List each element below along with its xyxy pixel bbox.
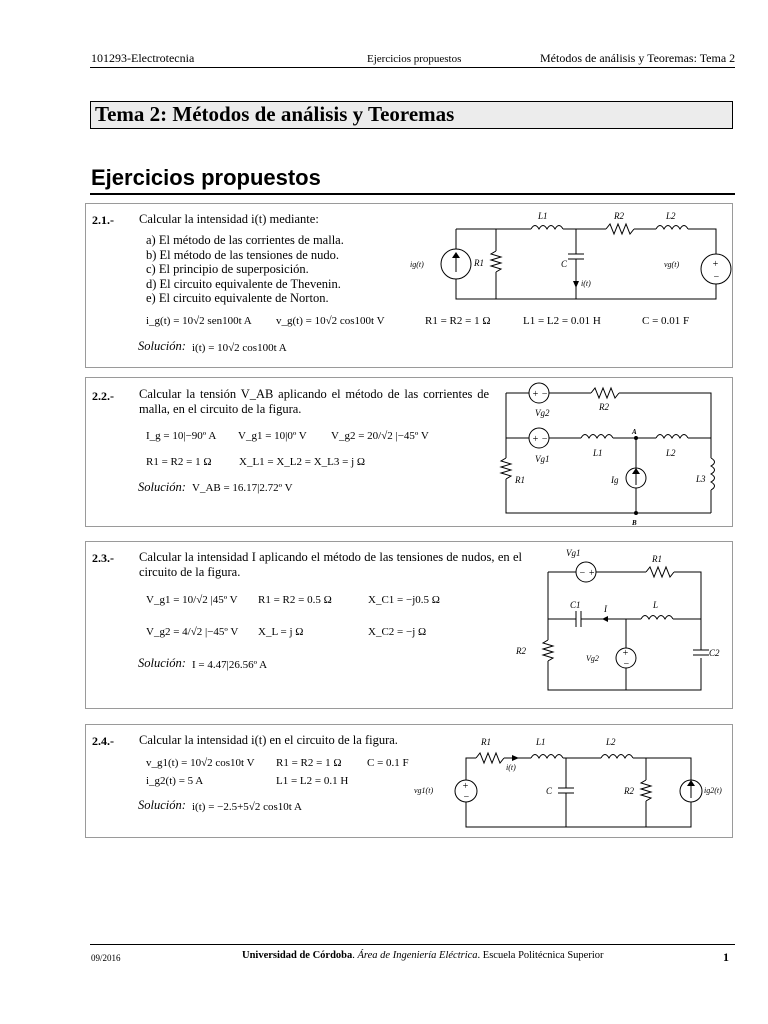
data-l: L1 = L2 = 0.1 H [276,775,349,787]
header-course: 101293-Electrotecnia [91,51,195,65]
exercise-2-3-box [85,541,733,709]
header-rule [90,67,735,68]
fig-label: R2 [516,646,526,656]
data-xl: X_L = j Ω [258,626,304,638]
data-r: R1 = R2 = 1 Ω [276,757,342,769]
exercise-statement: Calcular la tensión V_AB aplicando el método de las corrientes de malla, en el circuito de la figura. [139,387,489,416]
data-vg2: V_g2 = 20/√2 |−45º V [331,430,429,442]
exercise-number: 2.1.- [92,213,114,227]
svg-text:+: + [712,259,719,270]
fig-label: vg(t) [664,260,680,269]
solution-value: I = 4.47|26.56º A [192,659,268,671]
fig-label: L1 [593,448,603,458]
circuit-2-2 [501,383,716,527]
page-title: Tema 2: Métodos de análisis y Teoremas [95,102,455,126]
exercise-statement: Calcular la intensidad i(t) en el circuito de la figura. [139,733,398,747]
title-box [90,101,733,129]
data-vg1: V_g1 = 10/√2 |45º V [146,594,238,606]
fig-label: Vg1 [535,454,550,464]
data-xc2: X_C2 = −j Ω [368,626,427,638]
fig-label: C2 [709,648,720,658]
exercise-2-1-box [85,203,733,368]
data-r: R1 = R2 = 0.5 Ω [258,594,332,606]
fig-label: ig2(t) [704,786,722,795]
fig-label: ig(t) [410,260,424,269]
fig-label: L2 [666,448,676,458]
svg-text:− +: − + [579,568,595,579]
fig-label: vg1(t) [414,786,434,795]
fig-label: R2 [614,211,624,221]
fig-label: L2 [606,737,616,747]
item-b: b) El método de las tensiones de nudo. [146,248,340,262]
svg-text:+ −: + − [532,389,548,400]
page-number: 1 [723,950,729,964]
fig-label: B [632,519,637,527]
header-topic: Métodos de análisis y Teoremas: Tema 2 [540,51,736,65]
svg-text:−: − [463,792,470,803]
circuit-2-3 [516,548,721,695]
solution-label: Solución: [138,798,186,812]
exercise-statement: Calcular la intensidad I aplicando el método de las tensiones de nudos, en el circuito de la figura. [139,550,522,579]
item-a: a) El método de las corrientes de malla. [146,233,344,247]
exercise-number: 2.3.- [92,551,114,565]
data-ig: i_g(t) = 10√2 sen100t A [146,315,252,327]
fig-label: Vg2 [535,408,550,418]
item-e: e) El circuito equivalente de Norton. [146,291,329,305]
solution-value: i(t) = −2.5+5√2 cos10t A [192,801,302,813]
fig-label: R1 [652,554,662,564]
section-rule [90,193,735,195]
data-vg2: V_g2 = 4/√2 |−45º V [146,626,239,638]
footer-university: Universidad de Córdoba [242,950,353,961]
item-c: c) El principio de superposición. [146,262,309,276]
footer-area: Área de Ingeniería Eléctrica [357,950,478,961]
svg-text:−: − [713,272,720,283]
fig-label: C1 [570,600,581,610]
svg-text:−: − [623,659,630,670]
fig-label: R2 [624,786,634,796]
fig-label: L3 [696,474,706,484]
circuit-2-1 [410,209,720,309]
fig-label: i(t) [581,279,591,288]
fig-label: Ig [611,475,619,485]
data-c: C = 0.1 F [367,757,409,769]
data-xc1: X_C1 = −j0.5 Ω [368,594,440,606]
footer-affiliation: Universidad de Córdoba. Área de Ingeniería Eléctrica. Escuela Politécnica Superior [242,950,604,961]
svg-text:+ −: + − [532,434,548,445]
header-center: Ejercicios propuestos [367,53,462,65]
data-r: R1 = R2 = 1 Ω [425,315,491,327]
solution-label: Solución: [138,480,186,494]
svg-text:+: + [622,648,629,659]
fig-label: C [546,786,553,796]
exercise-2-4-box [85,724,733,838]
exercise-statement: Calcular la intensidad i(t) mediante: [139,212,319,226]
fig-label: R1 [515,475,525,485]
fig-label: L1 [536,737,546,747]
fig-label: A [632,428,637,436]
footer-school: Escuela Politécnica Superior [482,950,604,961]
fig-label: i(t) [506,763,516,772]
footer-rule [90,944,735,945]
fig-label: R2 [599,402,609,412]
exercise-number: 2.2.- [92,389,114,403]
fig-label: L [653,600,659,610]
fig-label: R1 [474,258,484,268]
fig-label: R1 [481,737,491,747]
footer-date: 09/2016 [91,953,121,963]
svg-text:+: + [462,781,469,792]
data-vg: v_g(t) = 10√2 cos100t V [276,315,385,327]
circuit-2-4 [414,730,726,835]
fig-label: L2 [666,211,676,221]
item-d: d) El circuito equivalente de Thevenin. [146,277,341,291]
solution-label: Solución: [138,656,186,670]
data-vg1: v_g1(t) = 10√2 cos10t V [146,757,255,769]
fig-label: I [604,604,607,614]
solution-value: i(t) = 10√2 cos100t A [192,342,287,354]
fig-label: Vg1 [566,548,581,558]
data-c: C = 0.01 F [642,315,690,327]
data-l: L1 = L2 = 0.01 H [523,315,601,327]
exercise-2-2-box [85,377,733,527]
fig-label: Vg2 [586,654,599,663]
data-r: R1 = R2 = 1 Ω [146,456,212,468]
data-ig: I_g = 10|−90º A [146,430,217,442]
fig-label: C [561,259,568,269]
section-title: Ejercicios propuestos [91,165,321,190]
data-xl: X_L1 = X_L2 = X_L3 = j Ω [239,456,366,468]
solution-label: Solución: [138,339,186,353]
exercise-number: 2.4.- [92,734,114,748]
data-vg1: V_g1 = 10|0º V [238,430,307,442]
data-ig2: i_g2(t) = 5 A [146,775,204,787]
solution-value: V_AB = 16.17|2.72º V [192,482,293,494]
fig-label: L1 [538,211,548,221]
